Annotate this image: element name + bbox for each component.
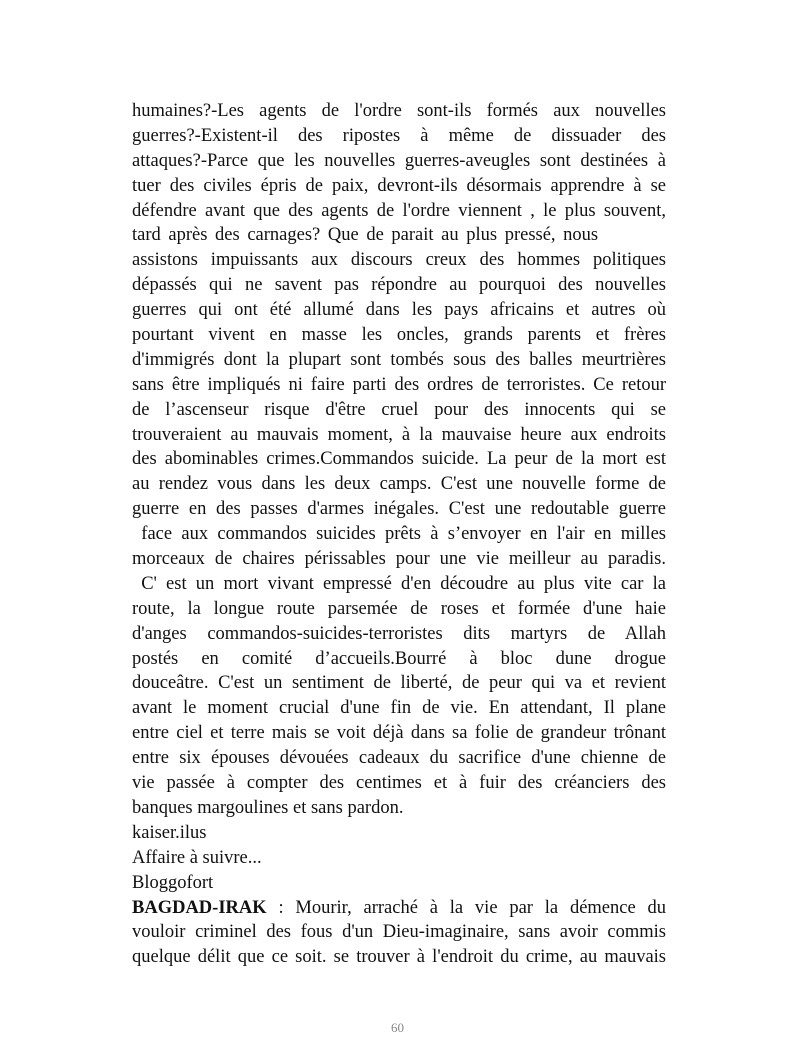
text-line: de l’ascenseur risque d'être cruel pour des innocents qui se bbox=[132, 399, 666, 420]
text-line: guerre en des passes d'armes inégales. C'est une redoutable guerre bbox=[132, 499, 666, 520]
section-first-line bbox=[132, 896, 666, 921]
text-line: guerres?-Existent-il des ripostes à même de dissuader des bbox=[132, 125, 666, 146]
follow-up-note: Affaire à suivre... bbox=[132, 847, 262, 868]
text-line: pourtant vivent en masse les oncles, grands parents et frères bbox=[132, 325, 666, 346]
text-line: sans être impliqués ni faire parti des ordres de terroristes. Ce retour bbox=[132, 374, 666, 395]
text-line: entre six épouses dévouées cadeaux du sacrifice d'une chienne de bbox=[132, 748, 666, 769]
text-line: défendre avant que des agents de l'ordre viennent , le plus souvent, bbox=[132, 200, 666, 221]
text-line: face aux commandos suicides prêts à s’envoyer en l'air en milles bbox=[132, 524, 666, 545]
text-line: au rendez vous dans les deux camps. C'est une nouvelle forme de bbox=[132, 474, 666, 495]
text-line: trouveraient au mauvais moment, à la mauvaise heure aux endroits bbox=[132, 424, 666, 445]
text-line: d'immigrés dont la plupart sont tombés sous des balles meurtrières bbox=[132, 349, 666, 370]
blog-name: Bloggofort bbox=[132, 872, 214, 893]
text-line: quelque délit que ce soit. se trouver à l'endroit du crime, au mauvais bbox=[132, 947, 666, 968]
text-line: avant le moment crucial d'une fin de vie. En attendant, Il plane bbox=[132, 698, 666, 719]
text-line: d'anges commandos-suicides-terroristes dits martyrs de Allah bbox=[132, 623, 666, 644]
page-number: 60 bbox=[391, 1020, 404, 1035]
text-line: tuer des civiles épris de paix, devront-ils désormais apprendre à se bbox=[132, 175, 666, 196]
text-line: tard après des carnages? Que de parait au plus pressé, nous bbox=[132, 225, 599, 246]
text-line: attaques?-Parce que les nouvelles guerres-aveugles sont destinées à bbox=[132, 150, 666, 171]
text-line: assistons impuissants aux discours creux des hommes politiques bbox=[132, 250, 666, 271]
author-signature: kaiser.ilus bbox=[132, 822, 207, 843]
text-line: dépassés qui ne savent pas répondre au pourquoi des nouvelles bbox=[132, 275, 666, 296]
text-line: des abominables crimes.Commandos suicide. La peur de la mort est bbox=[132, 449, 666, 470]
text-line: C' est un mort vivant empressé d'en découdre au plus vite car la bbox=[132, 573, 666, 594]
text-line: postés en comité d’accueils.Bourré à bloc dune drogue bbox=[132, 648, 666, 669]
text-line: vouloir criminel des fous d'un Dieu-imaginaire, sans avoir commis bbox=[132, 922, 666, 943]
text-line: douceâtre. C'est un sentiment de liberté, de peur qui va et revient bbox=[132, 673, 666, 694]
text-line: banques margoulines et sans pardon. bbox=[132, 797, 404, 818]
text-line: guerres qui ont été allumé dans les pays africains et autres où bbox=[132, 300, 666, 321]
text-line: humaines?-Les agents de l'ordre sont-ils formés aux nouvelles bbox=[132, 101, 666, 121]
text-line: entre ciel et terre mais se voit déjà dans sa folie de grandeur trônant bbox=[132, 723, 666, 744]
section-heading: BAGDAD-IRAK bbox=[132, 897, 267, 918]
body-text bbox=[132, 99, 666, 970]
text-line: vie passée à compter des centimes et à fuir des créanciers des bbox=[132, 773, 666, 794]
text-line: morceaux de chaires périssables pour une vie meilleur au paradis. bbox=[132, 549, 666, 570]
section-first-line-text: : Mourir, arraché à la vie par la démence du bbox=[266, 897, 666, 918]
text-line: route, la longue route parsemée de roses et formée d'une haie bbox=[132, 598, 666, 619]
